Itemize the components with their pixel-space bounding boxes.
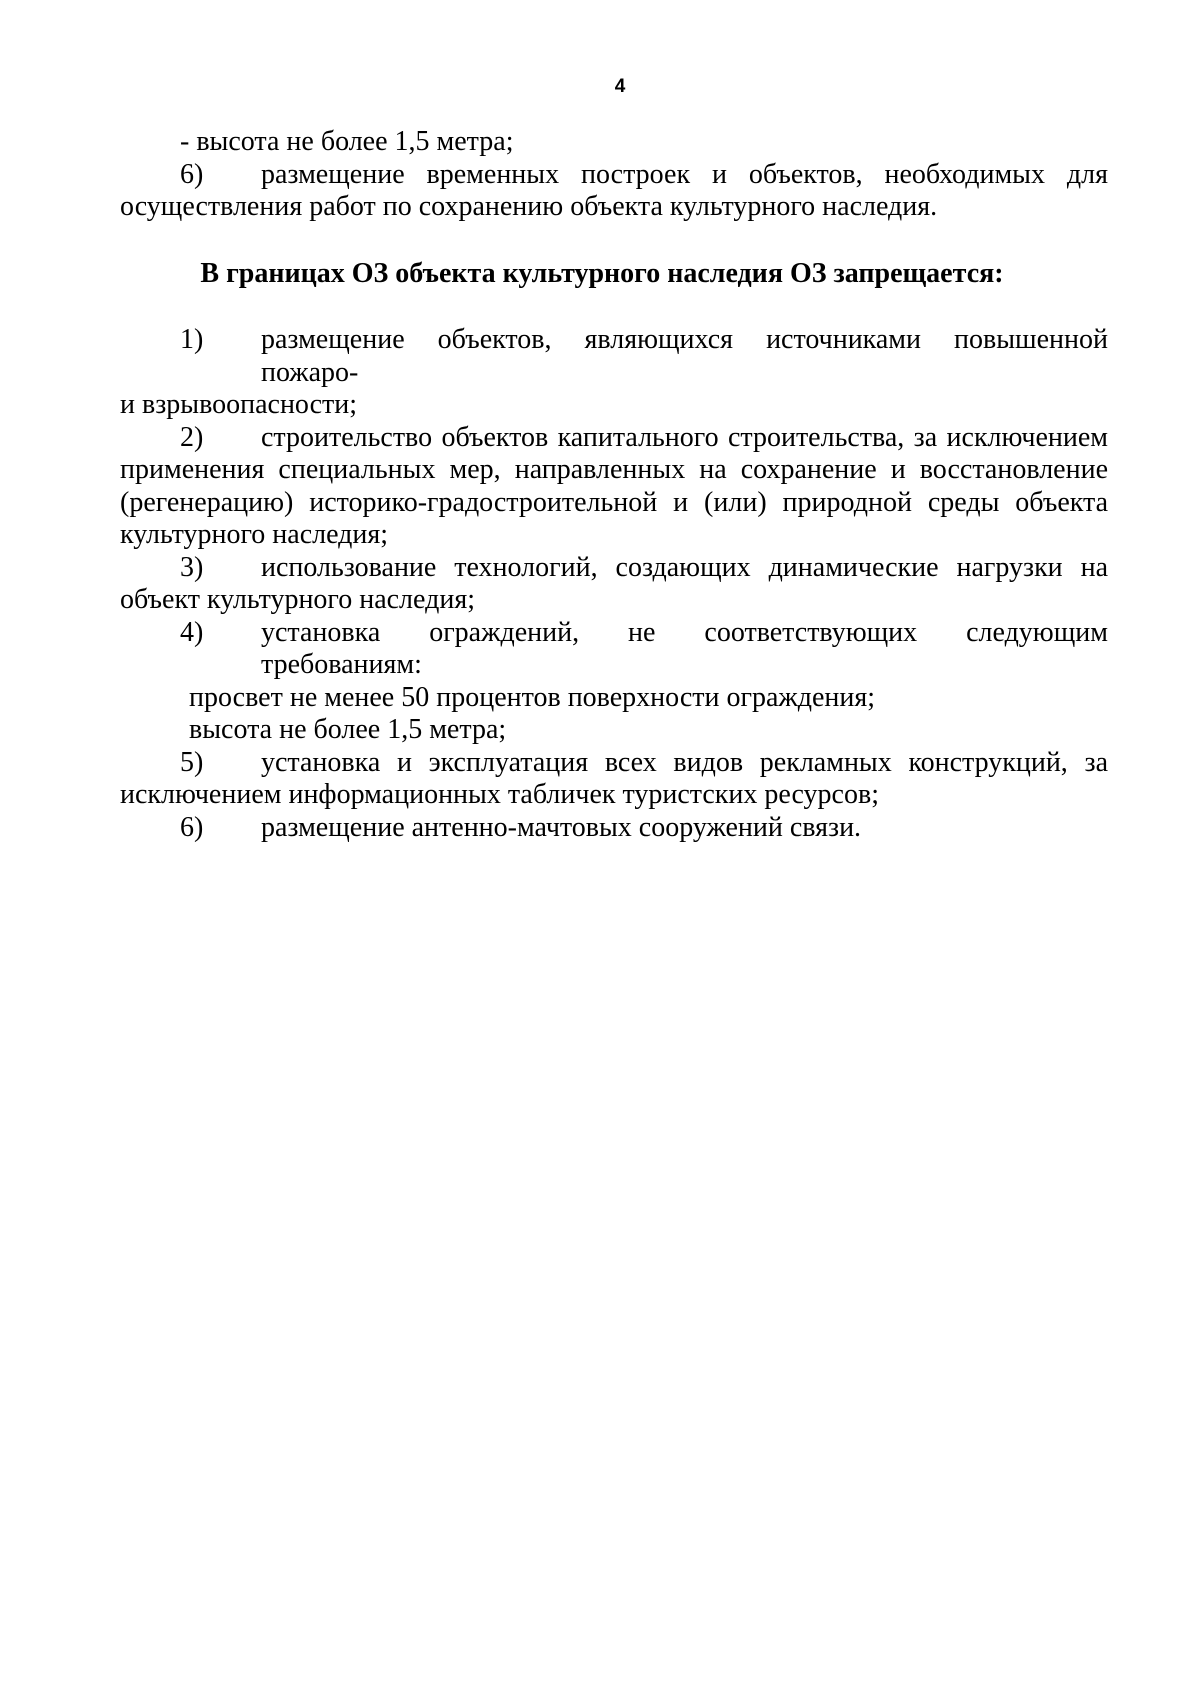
item-number: 5)	[180, 746, 204, 778]
list-item	[120, 552, 1108, 585]
item-text: размещение антенно-мачтовых сооружений связи.	[261, 811, 862, 843]
document-body	[120, 126, 1108, 844]
fence-requirement: просвет не менее 50 процентов поверхности ограждения;	[189, 681, 876, 713]
item-number: 2)	[180, 421, 204, 453]
list-item	[120, 617, 1108, 682]
item-continuation: (регенерацию) историко-градостроительной и (или) природной среды объекта	[120, 486, 1108, 518]
item-number: 3)	[180, 551, 204, 583]
item-number: 4)	[180, 616, 204, 648]
item-continuation: культурного наследия;	[120, 519, 389, 550]
item-continuation: объект культурного наследия;	[120, 584, 475, 615]
item-continuation: и взрывоопасности;	[120, 389, 358, 420]
list-item	[120, 159, 1108, 192]
item-text: установка ограждений, не соответствующих следующим требованиям:	[261, 616, 1108, 680]
item-text: размещение временных построек и объектов, необходимых для	[261, 158, 1108, 190]
item-number: 6)	[180, 158, 204, 190]
item-text: размещение объектов, являющихся источниками повышенной пожаро-	[261, 324, 1108, 388]
fence-requirement: высота не более 1,5 метра;	[189, 714, 507, 745]
item-number: 6)	[180, 811, 204, 843]
item-continuation: применения специальных мер, направленных на сохранение и восстановление	[120, 454, 1108, 485]
item-text: использование технологий, создающих динамические нагрузки на	[261, 551, 1108, 583]
item-text: установка и эксплуатация всех видов рекламных конструкций, за	[261, 746, 1108, 778]
item-number: 1)	[180, 324, 204, 355]
section-heading: В границах ОЗ объекта культурного наследия ОЗ запрещается:	[200, 257, 1004, 289]
item-continuation: исключением информационных табличек туристских ресурсов;	[120, 779, 879, 810]
item-continuation: осуществления работ по сохранению объекта культурного наследия.	[120, 191, 938, 222]
fence-height-line: - высота не более 1,5 метра;	[180, 126, 514, 157]
page-number: 4	[614, 76, 626, 97]
list-item	[120, 812, 1108, 845]
list-item	[120, 422, 1108, 455]
item-text: строительство объектов капитального строительства, за исключением	[261, 421, 1108, 453]
list-item	[120, 747, 1108, 780]
list-item	[120, 324, 1108, 389]
